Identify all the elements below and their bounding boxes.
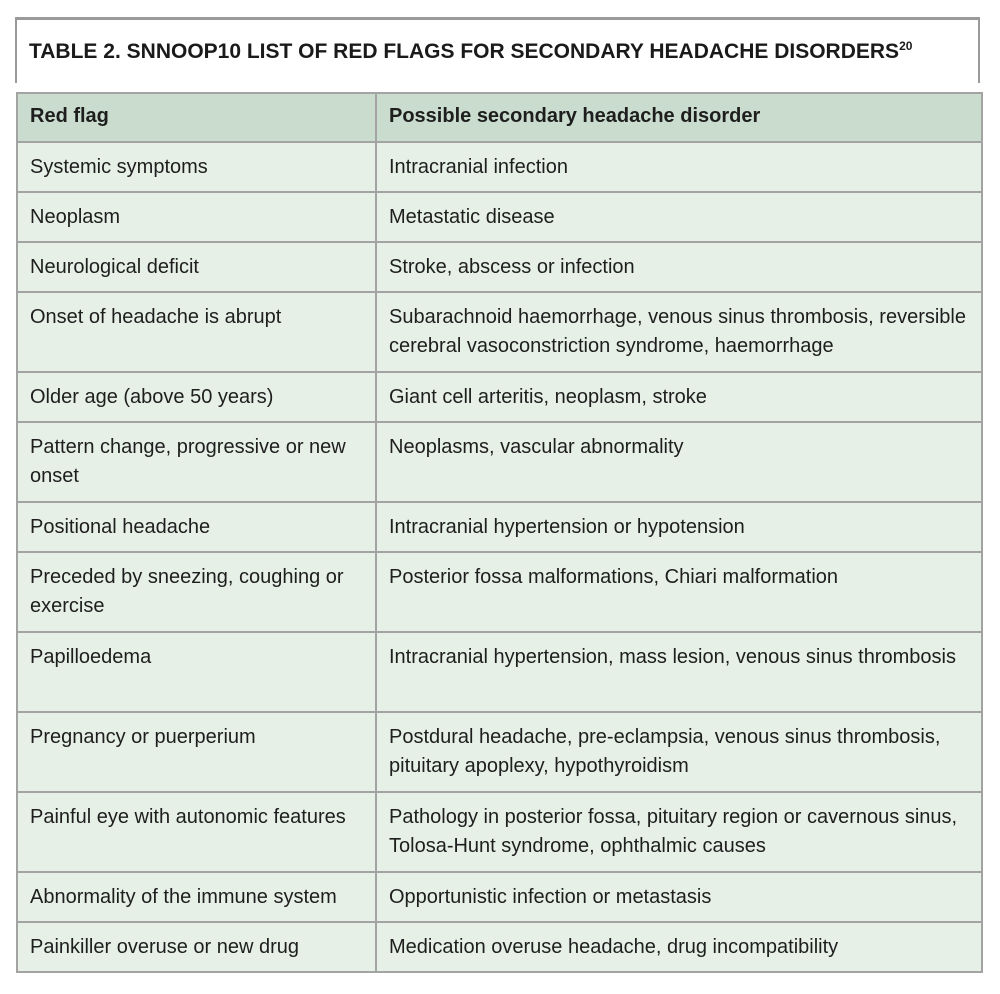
table-row bbox=[17, 142, 982, 192]
disorder-cell: Intracranial infection bbox=[376, 142, 982, 192]
red-flags-table-container bbox=[16, 92, 981, 973]
table-row bbox=[17, 872, 982, 922]
red-flag-cell: Older age (above 50 years) bbox=[17, 372, 376, 422]
disorder-cell: Intracranial hypertension, mass lesion, venous sinus thrombosis bbox=[376, 632, 982, 712]
red-flag-cell: Painkiller overuse or new drug bbox=[17, 922, 376, 972]
red-flag-cell: Neoplasm bbox=[17, 192, 376, 242]
disorder-cell: Medication overuse headache, drug incompatibility bbox=[376, 922, 982, 972]
table-row bbox=[17, 712, 982, 792]
table-title bbox=[29, 40, 912, 64]
disorder-cell: Posterior fossa malformations, Chiari malformation bbox=[376, 552, 982, 632]
disorder-cell: Neoplasms, vascular abnormality bbox=[376, 422, 982, 502]
disorder-cell: Subarachnoid haemorrhage, venous sinus thrombosis, reversible cerebral vasoconstriction syndrome, haemorrhage bbox=[376, 292, 982, 372]
red-flag-cell: Abnormality of the immune system bbox=[17, 872, 376, 922]
red-flag-cell: Systemic symptoms bbox=[17, 142, 376, 192]
red-flag-cell: Pattern change, progressive or new onset bbox=[17, 422, 376, 502]
red-flag-cell: Papilloedema bbox=[17, 632, 376, 712]
disorder-cell: Postdural headache, pre-eclampsia, venous sinus thrombosis, pituitary apoplexy, hypothyroidism bbox=[376, 712, 982, 792]
table-row bbox=[17, 242, 982, 292]
red-flags-table bbox=[16, 92, 983, 973]
table-row bbox=[17, 922, 982, 972]
header-possible-disorder: Possible secondary headache disorder bbox=[376, 93, 982, 142]
disorder-cell: Stroke, abscess or infection bbox=[376, 242, 982, 292]
red-flag-cell: Neurological deficit bbox=[17, 242, 376, 292]
table-row bbox=[17, 792, 982, 872]
table-row bbox=[17, 372, 982, 422]
table-row bbox=[17, 192, 982, 242]
disorder-cell: Metastatic disease bbox=[376, 192, 982, 242]
table-title-box bbox=[15, 17, 980, 83]
table-row bbox=[17, 632, 982, 712]
red-flag-cell: Pregnancy or puerperium bbox=[17, 712, 376, 792]
table-title-reference: 20 bbox=[899, 39, 913, 53]
table-title-prefix: TABLE 2. bbox=[29, 40, 121, 63]
disorder-cell: Pathology in posterior fossa, pituitary region or cavernous sinus, Tolosa-Hunt syndrome, ophthalmic causes bbox=[376, 792, 982, 872]
table-row bbox=[17, 502, 982, 552]
table-row bbox=[17, 292, 982, 372]
disorder-cell: Intracranial hypertension or hypotension bbox=[376, 502, 982, 552]
red-flag-cell: Onset of headache is abrupt bbox=[17, 292, 376, 372]
red-flag-cell: Painful eye with autonomic features bbox=[17, 792, 376, 872]
disorder-cell: Opportunistic infection or metastasis bbox=[376, 872, 982, 922]
disorder-cell: Giant cell arteritis, neoplasm, stroke bbox=[376, 372, 982, 422]
table-row bbox=[17, 422, 982, 502]
table-title-text: SNNOOP10 LIST OF RED FLAGS FOR SECONDARY HEADACHE DISORDERS bbox=[126, 40, 900, 63]
table-header-row bbox=[17, 93, 982, 142]
red-flag-cell: Positional headache bbox=[17, 502, 376, 552]
table-row bbox=[17, 552, 982, 632]
header-red-flag: Red flag bbox=[17, 93, 376, 142]
red-flag-cell: Preceded by sneezing, coughing or exercise bbox=[17, 552, 376, 632]
